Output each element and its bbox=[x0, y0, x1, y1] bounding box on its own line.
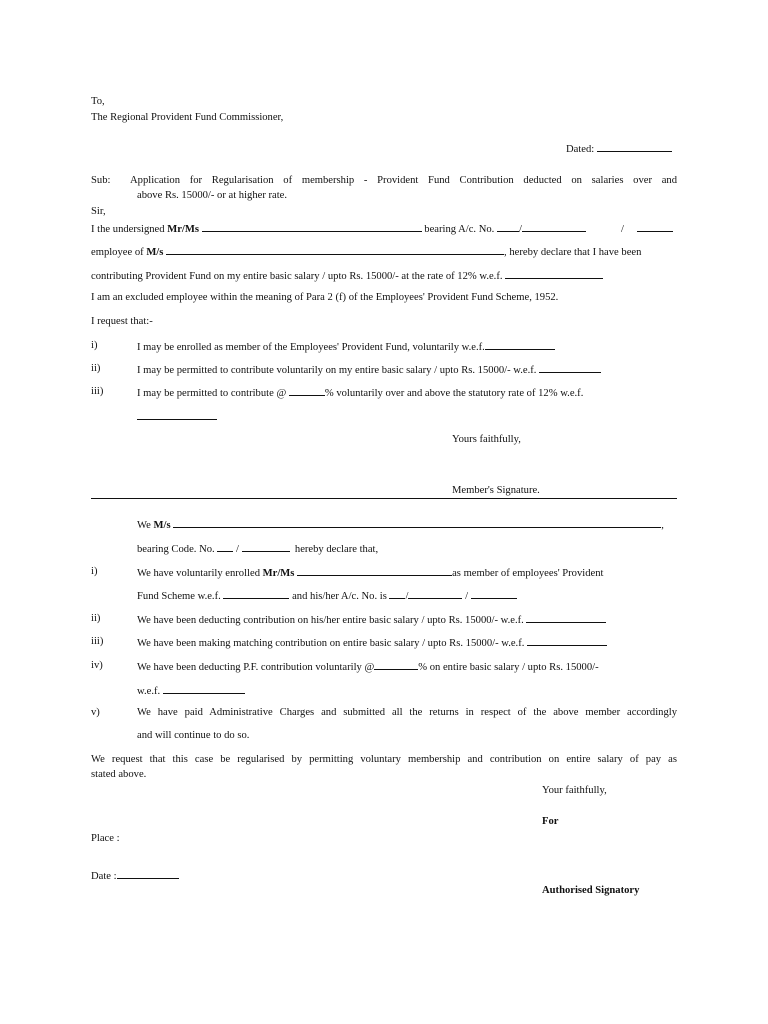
request-item-1-text: I may be enrolled as member of the Employees' Provident Fund, voluntarily w.e.f. bbox=[137, 342, 485, 353]
declaration-line-2 bbox=[91, 244, 641, 259]
request-item-3 bbox=[137, 385, 677, 400]
salutation: Sir, bbox=[91, 206, 106, 217]
employer-item-5-num: v) bbox=[91, 707, 100, 718]
request-label: I request that:- bbox=[91, 316, 153, 327]
pf-date-blank[interactable] bbox=[163, 683, 245, 694]
dated-label: Dated: bbox=[566, 144, 595, 155]
deducting-text: We have been deducting contribution on his/her entire basic salary / upto Rs. 15000/- w.e.f. bbox=[137, 615, 524, 626]
date-label: Date : bbox=[91, 871, 117, 882]
ac-no-is-text: and his/her A/c. No. is bbox=[292, 591, 387, 602]
addressee: The Regional Provident Fund Commissioner, bbox=[91, 112, 284, 123]
matching-text: We have been making matching contribution on entire basic salary / upto Rs. 15000/- w.e.f. bbox=[137, 638, 525, 649]
ac-no-blank-3[interactable] bbox=[637, 221, 673, 232]
pf-rate-blank[interactable] bbox=[374, 659, 418, 670]
employer-item-4-line-1 bbox=[137, 659, 599, 674]
ac-no-blank-2[interactable] bbox=[522, 221, 586, 232]
enrol-date-blank[interactable] bbox=[485, 339, 555, 350]
employer-firm-blank[interactable] bbox=[173, 517, 661, 528]
deducting-date-blank[interactable] bbox=[526, 612, 606, 623]
pf-voluntary-text: We have been deducting P.F. contribution voluntarily @ bbox=[137, 662, 375, 673]
mr-ms-label: Mr/Ms bbox=[167, 224, 199, 235]
employer-item-1-line-1 bbox=[137, 565, 603, 580]
extra-rate-date bbox=[137, 409, 217, 424]
date-field bbox=[91, 868, 179, 883]
bearing-code-line bbox=[137, 541, 378, 556]
final-request-line-1: We request that this case be regularised by permitting voluntary membership and contribution on entire salary of pay as bbox=[91, 754, 677, 765]
matching-date-blank[interactable] bbox=[527, 635, 607, 646]
code-blank-1[interactable] bbox=[217, 541, 233, 552]
employer-item-4-num: iv) bbox=[91, 660, 103, 671]
employer-line-1 bbox=[137, 517, 664, 532]
declaration-line-3 bbox=[91, 268, 603, 283]
admin-charges-line-2: and will continue to do so. bbox=[137, 730, 250, 741]
to-label: To, bbox=[91, 96, 105, 107]
employer-item-3 bbox=[137, 635, 607, 650]
employer-ms-label: M/s bbox=[153, 520, 171, 531]
member-ac-blank-3[interactable] bbox=[471, 588, 517, 599]
employer-item-2-num: ii) bbox=[91, 613, 101, 624]
subject-line-2: above Rs. 15000/- or at higher rate. bbox=[137, 190, 288, 201]
employer-item-3-num: iii) bbox=[91, 636, 104, 647]
employee-of-label: employee of bbox=[91, 247, 144, 258]
ac-no-label: bearing A/c. No. bbox=[424, 224, 495, 235]
hereby-declare-text: , hereby declare that I have been bbox=[504, 247, 642, 258]
member-ac-sep-1: / bbox=[405, 591, 409, 602]
request-item-3-text-a: I may be permitted to contribute @ % voluntarily over and above the statutory rate of 12% w.e.f. bbox=[137, 385, 583, 400]
employer-item-4-line-2 bbox=[137, 683, 245, 698]
code-blank-2[interactable] bbox=[242, 541, 290, 552]
bearing-code-label: bearing Code. No. bbox=[137, 544, 215, 555]
scheme-date-blank[interactable] bbox=[223, 588, 289, 599]
member-ac-blank-2[interactable] bbox=[408, 588, 462, 599]
member-signature-label: Member's Signature. bbox=[452, 485, 540, 496]
authorised-signatory: Authorised Signatory bbox=[542, 885, 640, 896]
pf-entire-salary-text: % on entire basic salary / upto Rs. 15000/- bbox=[418, 662, 599, 673]
contributing-text: contributing Provident Fund on my entire basic salary / upto Rs. 15000/- at the rate of 12% w.e.f. bbox=[91, 271, 503, 282]
final-request-line-2: stated above. bbox=[91, 769, 147, 780]
request-item-3-num: iii) bbox=[91, 386, 104, 397]
contribute-date-blank[interactable] bbox=[539, 362, 601, 373]
enrolled-mr-ms: Mr/Ms bbox=[262, 568, 295, 579]
date-blank[interactable] bbox=[117, 868, 179, 879]
scheme-wef-text: Fund Scheme w.e.f. bbox=[137, 591, 221, 602]
section-divider bbox=[91, 498, 677, 499]
hereby-declare-that: hereby declare that, bbox=[294, 544, 379, 555]
code-sep: / bbox=[235, 544, 239, 555]
place-label: Place : bbox=[91, 833, 120, 844]
employer-name-blank[interactable] bbox=[166, 244, 504, 255]
enrolled-name-blank[interactable] bbox=[297, 565, 452, 576]
enrolled-text: We have voluntarily enrolled bbox=[137, 568, 260, 579]
extra-rate-date-blank[interactable] bbox=[137, 409, 217, 420]
declaration-line-1 bbox=[91, 221, 586, 236]
dated-blank[interactable] bbox=[597, 141, 672, 152]
admin-charges-line-1: We have paid Administrative Charges and submitted all the returns in respect of the above member accordingly bbox=[137, 707, 677, 718]
pf-wef-text: w.e.f. bbox=[137, 686, 161, 697]
ms-label: M/s bbox=[146, 247, 164, 258]
enrolled-member-text: as member of employees' Provident bbox=[452, 568, 604, 579]
employer-item-2 bbox=[137, 612, 606, 627]
member-ac-blank-1[interactable] bbox=[389, 588, 405, 599]
ac-no-sep-2: / bbox=[621, 224, 624, 235]
excluded-employee-text: I am an excluded employee within the meaning of Para 2 (f) of the Employees' Provident Fund Scheme, 1952. bbox=[91, 292, 559, 303]
request-item-2 bbox=[137, 362, 601, 377]
ac-no-sep-1: / bbox=[518, 224, 522, 235]
sub-label: Sub: bbox=[91, 175, 111, 186]
your-faithfully: Your faithfully, bbox=[542, 785, 607, 796]
we-label: We bbox=[137, 520, 151, 531]
request-item-1 bbox=[137, 339, 555, 354]
employer-item-1-num: i) bbox=[91, 566, 98, 577]
subject-line-1: Application for Regularisation of membership - Provident Fund Contribution deducted on salaries over and bbox=[130, 175, 677, 186]
request-item-1-num: i) bbox=[91, 340, 98, 351]
ac-no-blank-1[interactable] bbox=[497, 221, 519, 232]
for-label: For bbox=[542, 816, 559, 827]
request-item-2-num: ii) bbox=[91, 363, 101, 374]
request-item-2-text: I may be permitted to contribute voluntarily on my entire basic salary / upto Rs. 15000/- w.e.f. bbox=[137, 365, 537, 376]
employer-comma: , bbox=[661, 520, 664, 531]
employer-item-1-line-2 bbox=[137, 588, 517, 603]
undersigned-label: I the undersigned bbox=[91, 224, 165, 235]
dated-field bbox=[566, 141, 672, 156]
ac-no-tail bbox=[621, 221, 673, 236]
yours-faithfully: Yours faithfully, bbox=[452, 434, 521, 445]
contribution-date-blank[interactable] bbox=[505, 268, 603, 279]
extra-rate-blank[interactable] bbox=[289, 385, 325, 396]
member-ac-sep-2: / bbox=[465, 591, 469, 602]
member-name-blank[interactable] bbox=[202, 221, 422, 232]
